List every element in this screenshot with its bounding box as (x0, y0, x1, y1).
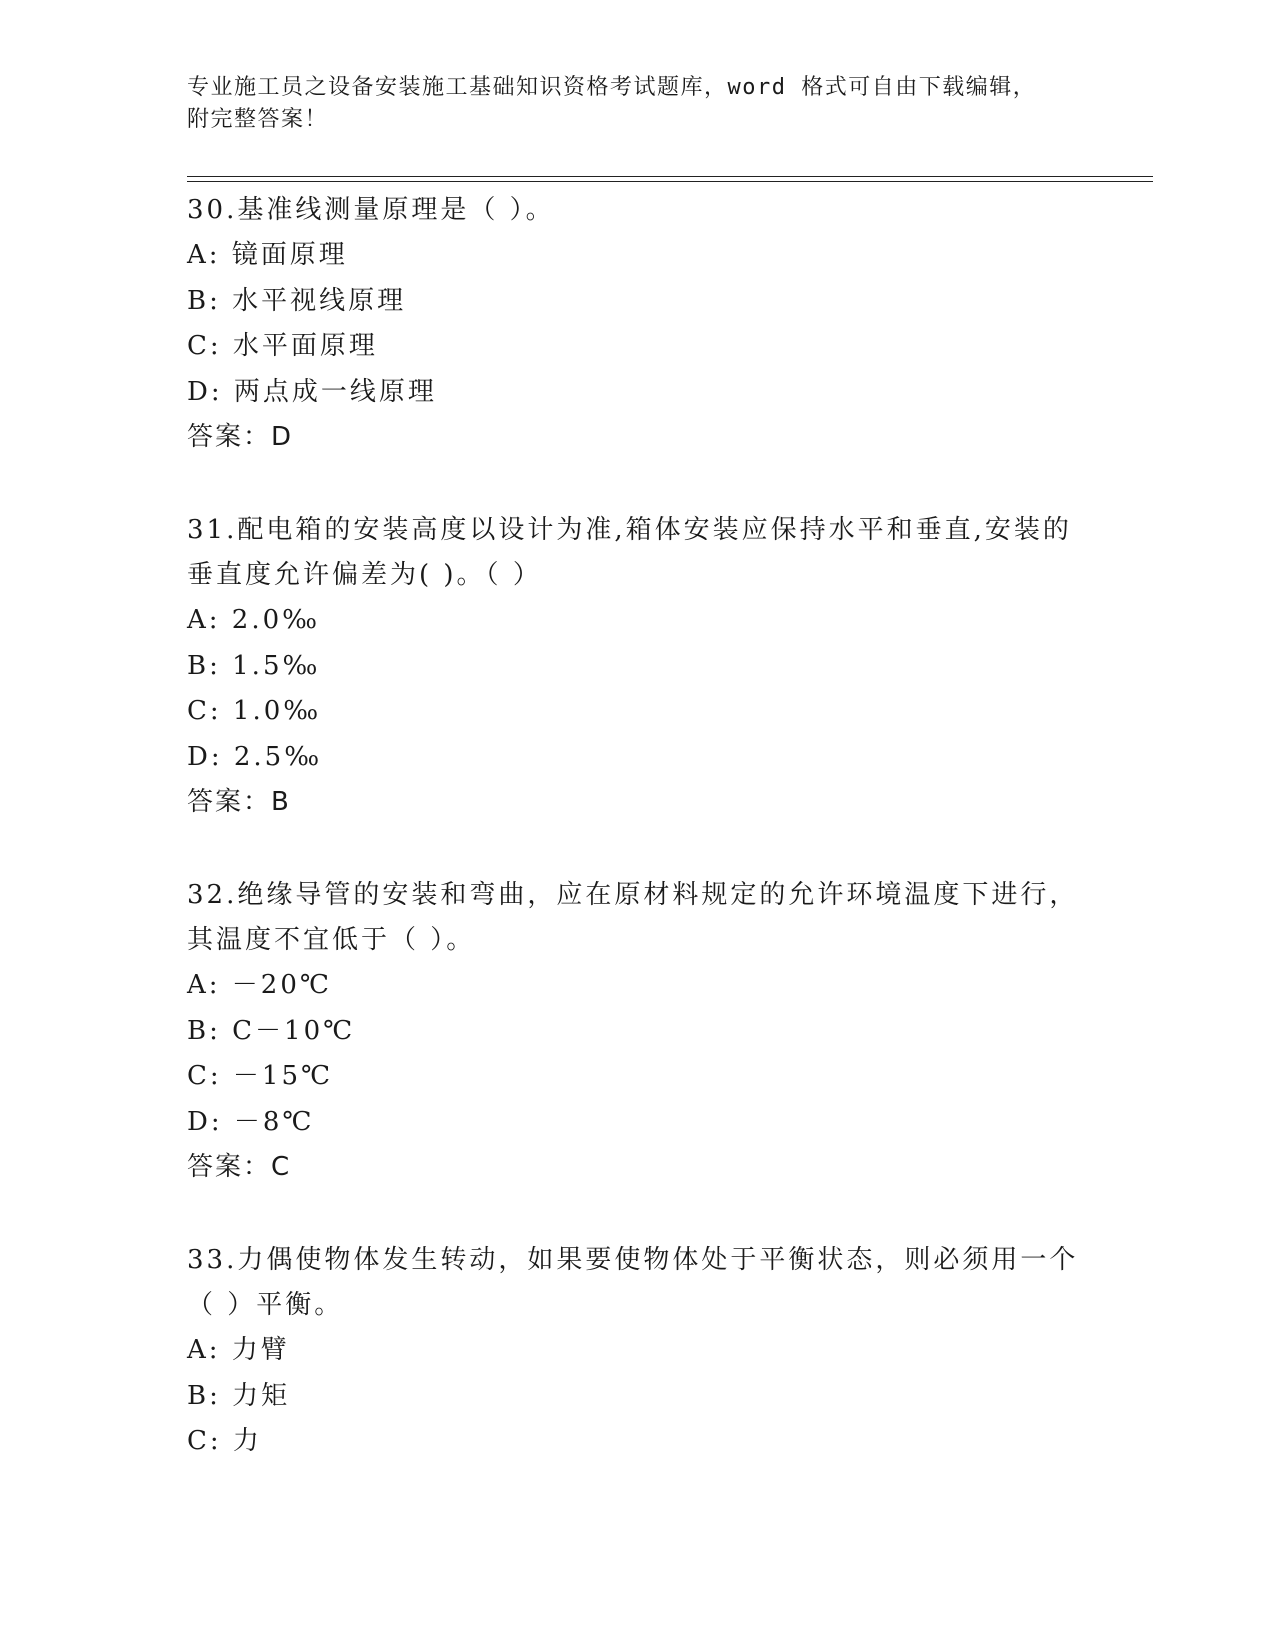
header-divider-bottom (187, 181, 1153, 182)
question-32 (187, 873, 1087, 1190)
option-b: B: 力矩 (187, 1380, 291, 1411)
answer-line: 答案：D (187, 422, 294, 452)
option-d: D: 两点成一线原理 (187, 376, 437, 407)
question-stem-continued: 其温度不宜低于（ ）。 (187, 925, 476, 955)
option-c: C: 水平面原理 (187, 331, 378, 361)
option-a: A: 镜面原理 (187, 240, 348, 270)
answer-line: 答案：B (187, 787, 291, 817)
question-stem: 33.力偶使物体发生转动，如果要使物体处于平衡状态，则必须用一个 (187, 1245, 1079, 1275)
option-b: B: C－10℃ (187, 1015, 356, 1046)
option-a: A: －20℃ (187, 970, 332, 1000)
option-a: A: 力臂 (187, 1335, 290, 1365)
option-c: C: －15℃ (187, 1061, 334, 1091)
option-a: A: 2.0‰ (187, 605, 321, 635)
option-b: B: 1.5‰ (187, 650, 321, 681)
question-stem-continued: 垂直度允许偏差为( )。（ ） (187, 560, 542, 590)
header-divider-top (187, 176, 1153, 177)
question-33 (187, 1238, 1087, 1465)
option-c: C: 1.0‰ (187, 696, 322, 726)
question-stem: 31.配电箱的安装高度以设计为准,箱体安装应保持水平和垂直,安装的 (187, 515, 1072, 545)
question-stem-continued: （ ）平衡。 (187, 1290, 344, 1320)
question-spacer (187, 825, 1087, 873)
question-stem: 32.绝缘导管的安装和弯曲，应在原材料规定的允许环境温度下进行， (187, 880, 1079, 910)
option-b: B: 水平视线原理 (187, 285, 407, 316)
header-line-1: 专业施工员之设备安装施工基础知识资格考试题库，word 格式可自由下载编辑， (187, 75, 1037, 100)
option-d: D: －8℃ (187, 1106, 315, 1137)
header-line-2: 附完整答案！ (187, 107, 329, 132)
document-header (187, 72, 1067, 136)
question-list (187, 188, 1087, 1465)
option-c: C: 力 (187, 1426, 262, 1456)
question-spacer (187, 1190, 1087, 1238)
question-spacer (187, 460, 1087, 508)
answer-line: 答案：C (187, 1152, 292, 1182)
question-stem: 30.基准线测量原理是（ ）。 (187, 195, 555, 225)
option-d: D: 2.5‰ (187, 741, 323, 772)
question-30 (187, 188, 1087, 460)
question-31 (187, 508, 1087, 825)
